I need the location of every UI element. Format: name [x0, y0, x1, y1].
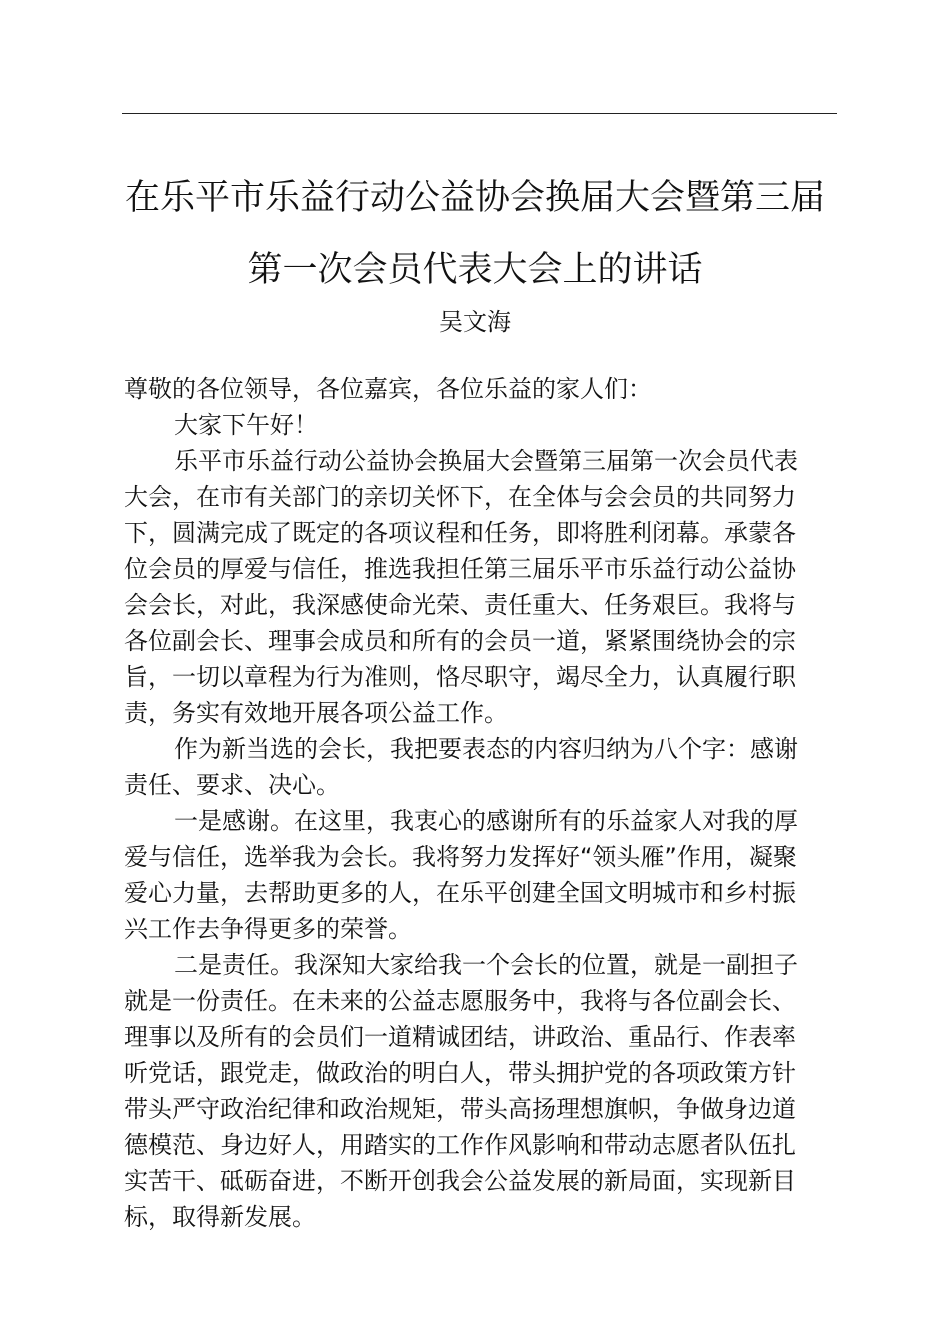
paragraph-line: 带头严守政治纪律和政治规矩，带头高扬理想旗帜，争做身边道 [124, 1095, 796, 1123]
paragraph-line: 二是责任。我深知大家给我一个会长的位置，就是一副担子 [174, 951, 798, 979]
paragraph-line: 爱心力量，去帮助更多的人，在乐平创建全国文明城市和乡村振 [124, 879, 796, 907]
paragraph-line: 位会员的厚爱与信任，推选我担任第三届乐平市乐益行动公益协 [124, 555, 796, 583]
paragraph-line: 大会，在市有关部门的亲切关怀下，在全体与会会员的共同努力 [124, 483, 796, 511]
paragraph-line: 责任、要求、决心。 [124, 771, 340, 799]
paragraph-line: 乐平市乐益行动公益协会换届大会暨第三届第一次会员代表 [174, 447, 798, 475]
paragraph-line: 实苦干、砥砺奋进，不断开创我会公益发展的新局面，实现新目 [124, 1167, 796, 1195]
paragraph-line: 兴工作去争得更多的荣誉。 [124, 915, 412, 943]
paragraph-line: 德模范、身边好人，用踏实的工作作风影响和带动志愿者队伍扎 [124, 1131, 796, 1159]
header-rule [122, 113, 837, 114]
paragraph-line: 作为新当选的会长，我把要表态的内容归纳为八个字：感谢 [174, 735, 798, 763]
paragraph-line: 旨，一切以章程为行为准则，恪尽职守，竭尽全力，认真履行职 [124, 663, 796, 691]
paragraph-line: 爱与信任，选举我为会长。我将努力发挥好“领头雁”作用，凝聚 [124, 843, 797, 871]
document-author: 吴文海 [439, 308, 511, 336]
salutation: 尊敬的各位领导，各位嘉宾，各位乐益的家人们： [124, 375, 652, 403]
paragraph-line: 就是一份责任。在未来的公益志愿服务中，我将与各位副会长、 [124, 987, 796, 1015]
paragraph-line: 一是感谢。在这里，我衷心的感谢所有的乐益家人对我的厚 [174, 807, 798, 835]
paragraph-line: 下，圆满完成了既定的各项议程和任务，即将胜利闭幕。承蒙各 [124, 519, 796, 547]
paragraph-line: 会会长，对此，我深感使命光荣、责任重大、任务艰巨。我将与 [124, 591, 796, 619]
paragraph-line: 标，取得新发展。 [124, 1203, 316, 1231]
paragraph-line: 听党话，跟党走，做政治的明白人，带头拥护党的各项政策方针 [124, 1059, 796, 1087]
document-title-line-2: 第一次会员代表大会上的讲话 [247, 250, 703, 290]
paragraph-line: 各位副会长、理事会成员和所有的会员一道，紧紧围绕协会的宗 [124, 627, 796, 655]
greeting: 大家下午好！ [174, 411, 318, 439]
document-title-line-1: 在乐平市乐益行动公益协会换届大会暨第三届 [124, 178, 825, 218]
paragraph-line: 责，务实有效地开展各项公益工作。 [124, 699, 508, 727]
paragraph-line: 理事以及所有的会员们一道精诚团结，讲政治、重品行、作表率 [124, 1023, 796, 1051]
